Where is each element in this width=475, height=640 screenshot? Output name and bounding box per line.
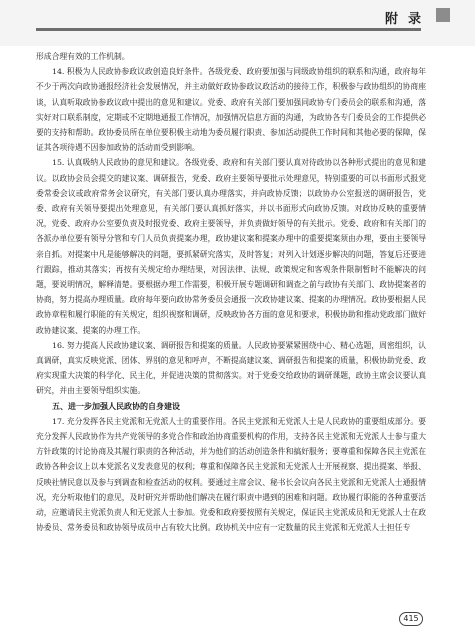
paragraph-continuation: 形成合理有效的工作机制。 [36,52,130,61]
running-header [0,0,475,46]
body-text [36,49,426,536]
paragraph-14: 14. 积极为人民政协参政议政创造良好条件。各级党委、政府要加强与同级政协组织的联系和沟通，政府每年不少于两次向政协通报经济社会发展情况，并主动做好政协参政议政活动的接待工作，积极参与政协组织的协商座谈，认真听取政协参政议政中提出的意见和建议。党委、政府有关部门要加强同政协专门委员会的联系和沟通，落实好对口联系制度，定期或不定期地通报工作情况，加强情况信息方面的沟通，为政协各专门委员会的工作提供必要的支持和帮助。政协委员所在单位要积极主动地为委员履行职责、参加活动提供工作时间和其他必要的保障，保证其各项待遇不因参加政协的活动而受到影响。 [36,67,426,153]
header-square-icon [436,8,450,22]
page-number: 415 [399,612,423,626]
header-section-label: 附录 [385,12,432,27]
paragraph-17: 17. 充分发挥各民主党派和无党派人士的重要作用。各民主党派和无党派人士是人民政协的重要组成部分。要充分发挥人民政协作为共产党领导的多党合作和政治协商重要机构的作用，支持各民主党派和无党派人士参与重大方针政策的讨论协商及其履行职责的各种活动，并为他们的活动创造条件和搞好服务；要尊重和保障各民主党派在政协各种会议上以本党派名义发表意见的权利；尊重和保障各民主党派和无党派人士开展视察、提出提案、举报、反映社情民意以及参与到调查和检查活动的权利。要通过主席会议、秘书长会议向各民主党派和无党派人士通报情况，充分听取他们的意见，及时研究并帮助他们解决在履行职责中遇到的困难和问题。政协履行职能的各种重要活动，应邀请民主党派负责人和无党派人士参加。党委和政府要按照有关规定，保证民主党派成员和无党派人士在政协委员、常务委员和政协领导成员中占有较大比例。政协机关中应有一定数量的民主党派和无党派人士担任专 [36,416,426,533]
paragraph-15: 15. 认真吸纳人民政协的意见和建议。各级党委、政府和有关部门要认真对待政协以各种形式提出的意见和建议。以政协会员会提交的建议案、调研报告，党委、政府主要领导要批示处理意见，特别重要的可以书面形式报党委常委会议或政府常务会议研究，有关部门要认真办理落实，并向政协反馈；以政协办公室报送的调研报告，党委、政府有关领导要提出处理意见，有关部门要认真抓好落实，并以书面形式向政协反馈。对政协反映的重要情况，党委、政府办公室要负责及时报党委、政府主要领导，并负责做好领导的有关批示。党委、政府和有关部门的各派办单位要有领导分管和专门人员负责提案办理，政协建议案和提案办理中的重要提案须由办理，要由主要领导亲自抓。对提案中凡是能够解决的问题，要抓紧研究落实，及时答复；对列入计划逐步解决的问题，答复后还要进行跟踪，推动其落实；再按有关规定给办理结果，对因法律、法规、政策规定和客观条件限制暂时不能解决的问题，要说明情况，解释清楚。要根据办理工作需要，积极开展专题调研和调查之前与政协有关部门、政协提案者的协商，努力提高办理质量。政府每年要向政协常务委员会通报一次政协建议案、提案的办理情况。政协要根据人民政协章程和履行职能的有关规定，组织视察和调研，反映政协各方面的意见和要求，积极协助和推动党政部门做好政协建议案、提案的办理工作。 [36,158,426,335]
paragraph-16: 16. 努力提高人民政协建议案、调研报告和提案的质量。人民政协要紧紧围绕中心、精心选题，周密组织，认真调研，真实反映党派、团体、界别的意见和呼声，不断提高建议案、调研报告和提案的质量，积极协助党委、政府实现重大决策的科学化、民主化，并促进决策的贯彻落实。对于党委交给政协的调研课题，政协主席会议要认真研究，并由主要领导组织实施。 [36,340,426,396]
section-heading: 五、进一步加强人民政协的自身建设 [52,401,180,411]
header-rule [36,28,421,31]
